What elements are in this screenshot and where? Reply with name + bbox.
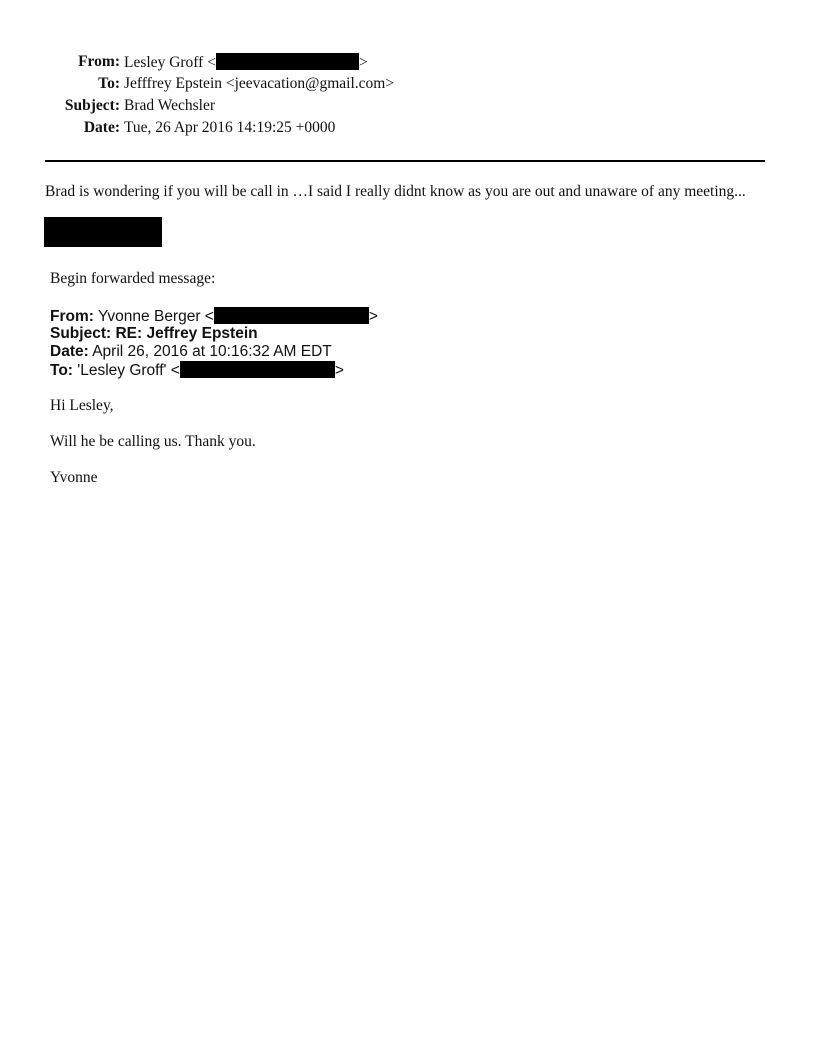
forwarded-message: Will he be calling us. Thank you. — [50, 433, 256, 450]
forwarded-to-suffix: > — [334, 362, 344, 379]
message-body: Brad is wondering if you will be call in …I said I really didnt know as you are out and unaware of any meeting... — [45, 183, 746, 200]
forwarded-to-row — [50, 361, 344, 379]
forwarded-from-label: From: — [50, 308, 94, 325]
from-name: Lesley Groff < — [124, 54, 216, 71]
forwarded-date-value: April 26, 2016 at 10:16:32 AM EDT — [92, 343, 332, 360]
forwarded-greeting: Hi Lesley, — [50, 397, 114, 414]
forwarded-to-name: 'Lesley Groff' < — [77, 362, 180, 379]
redaction-bar — [180, 361, 335, 378]
from-suffix: > — [358, 54, 368, 71]
forwarded-date-row — [50, 343, 332, 361]
forwarded-signature: Yvonne — [50, 469, 98, 486]
forwarded-from-suffix: > — [368, 308, 378, 325]
forwarded-from-name: Yvonne Berger < — [97, 308, 214, 325]
date-label: Date: — [83, 119, 120, 136]
forwarded-to-label: To: — [50, 362, 73, 379]
to-value: Jefffrey Epstein <jeevacation@gmail.com> — [124, 75, 395, 92]
header-date-row — [0, 119, 816, 141]
from-value — [124, 53, 368, 72]
header-divider — [45, 160, 765, 162]
header-subject-row — [0, 97, 816, 119]
subject-label: Subject: — [64, 97, 120, 114]
from-label: From: — [78, 53, 120, 70]
header-from-row — [0, 53, 816, 75]
redaction-bar — [216, 53, 359, 70]
forwarded-from-row — [50, 307, 378, 325]
to-label: To: — [98, 75, 120, 92]
subject-value: Brad Wechsler — [124, 97, 216, 114]
forwarded-intro: Begin forwarded message: — [50, 270, 216, 287]
header-to-row — [0, 75, 816, 97]
forwarded-subject-row — [50, 325, 258, 343]
forwarded-date-label: Date: — [50, 343, 89, 360]
redaction-bar — [214, 307, 369, 324]
redaction-block — [44, 217, 162, 247]
date-value: Tue, 26 Apr 2016 14:19:25 +0000 — [124, 119, 336, 136]
forwarded-subject-value: RE: Jeffrey Epstein — [115, 325, 258, 342]
forwarded-subject-label: Subject: — [50, 325, 112, 342]
